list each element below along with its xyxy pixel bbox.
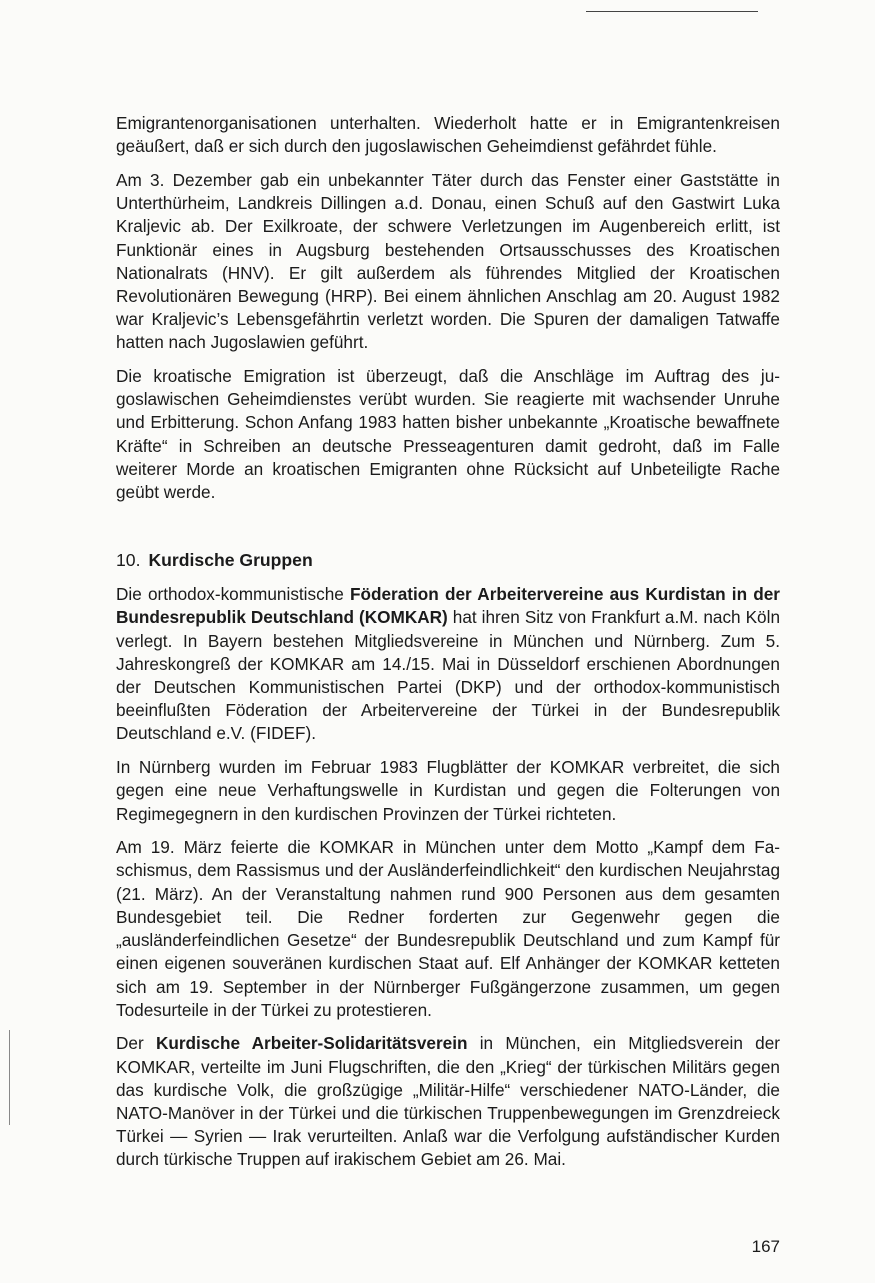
section-title: Kurdische Gruppen	[148, 550, 313, 571]
paragraph-unterthuerheim-shooting: Am 3. Dezember gab ein unbekannter Täter durch das Fenster einer Gaststätte in Unterthürheim, Landkreis Dillingen a.d. Donau, einen Schuß auf den Gastwirt Luka Kraljevic ab. Der Exilkroate, der schwere Verletzungen im Augenbereich erlitt, ist Funktionär eines in Augsburg bestehenden Ortsausschusses des Kroatischen Nationalrats (HNV). Er gilt außerdem als führendes Mitglied der Kroatischen Revolutionären Bewegung (HRP). Bei einem ähnlichen Anschlag am 20. August 1982 war Kraljevic’s Lebensgefährtin verletzt worden. Die Spuren der damaligen Tatwaffe hatten nach Jugoslawien geführt.	[116, 169, 780, 353]
solidarity-rest: in München, ein Mitgliedsverein der KOMKAR, verteilte im Juni Flugschriften, die den „Krieg“ der türkischen Militärs gegen das kurdische Volk, die großzügige „Militär-Hilfe“ verschiedener NATO-Länder, die NATO-Manöver in der Türkei und die türkischen Truppenbewegungen im Grenzdreieck Türkei — Syrien — Irak verurteilten. Anlaß war die Verfolgung aufständischer Kurden durch türkische Truppen auf irakischem Gebiet am 26. Mai.	[116, 1033, 780, 1170]
section-heading	[116, 548, 780, 572]
section-number: 10.	[116, 550, 141, 571]
komkar-lead: Die orthodox-kommunistische	[116, 584, 350, 605]
page-content	[116, 112, 780, 1182]
top-rule	[586, 11, 758, 12]
page-number: 167	[751, 1237, 780, 1256]
paragraph-croatian-emigration: Die kroatische Emigration ist überzeugt, daß die Anschläge im Auftrag des jugoslawischen Geheimdienstes verübt wurden. Sie reagierte mit wachsender Unruhe und Erbitterung. Schon Anfang 1983 hatten bisher unbekannte „Kroatische bewaffnete Kräfte“ in Schreiben an deutsche Presseagenturen damit gedroht, daß im Falle weiterer Morde an kroatischen Emigranten ohne Rücksicht auf Unbeteiligte Rache geübt werde.	[116, 366, 780, 503]
margin-mark	[9, 1030, 10, 1125]
paragraph-nuernberg-leaflets: In Nürnberg wurden im Februar 1983 Flugblätter der KOMKAR verbreitet, die sich gegen eine neue Verhaftungswelle in Kurdistan und gegen die Folterungen von Regimegegnern in den kurdischen Provinzen der Türkei richteten.	[116, 757, 780, 824]
paragraph-solidarity-association	[116, 1032, 780, 1171]
komkar-org-name: Föderation der Arbeitervereine aus Kurdistan in der Bundesrepublik Deutschland (KOMKAR)	[116, 584, 780, 628]
solidarity-lead: Der	[116, 1033, 156, 1054]
paragraph-newroz-event: Am 19. März feierte die KOMKAR in München unter dem Motto „Kampf dem Faschismus, dem Rassismus und der Ausländerfeindlichkeit“ den kurdischen Neujahrstag (21. März). An der Veranstaltung nahmen rund 900 Personen aus dem gesamten Bundesgebiet teil. Die Redner forderten zur Gegenwehr gegen die „ausländerfeindlichen Gesetze“ der Bundesrepublik Deutschland und zum Kampf für einen eigenen souveränen kurdischen Staat auf. Elf Anhänger der KOMKAR ketteten sich am 19. September in der Nürnberger Fußgängerzone zusammen, um gegen Todesurteile in der Türkei zu protestieren.	[116, 837, 780, 1020]
paragraph-komkar	[116, 583, 780, 745]
solidarity-org-name: Kurdische Arbeiter-Solidaritätsverein	[155, 1033, 468, 1054]
paragraph-emigrant-organisations: Emigrantenorganisationen unterhalten. Wiederholt hatte er in Emigrantenkreisen geäußert, daß er sich durch den jugoslawischen Geheimdienst gefährdet fühle.	[116, 113, 780, 157]
komkar-rest: hat ihren Sitz von Frankfurt a.M. nach Köln verlegt. In Bayern bestehen Mitgliedsvereine in München und Nürnberg. Zum 5. Jahreskongreß der KOMKAR am 14./15. Mai in Düsseldorf erschienen Abordnungen der Deutschen Kommunistischen Partei (DKP) und der orthodox-kommunistisch beeinflußten Föderation der Arbeitervereine der Türkei in der Bundesrepublik Deutschland e.V. (FIDEF).	[116, 607, 780, 744]
